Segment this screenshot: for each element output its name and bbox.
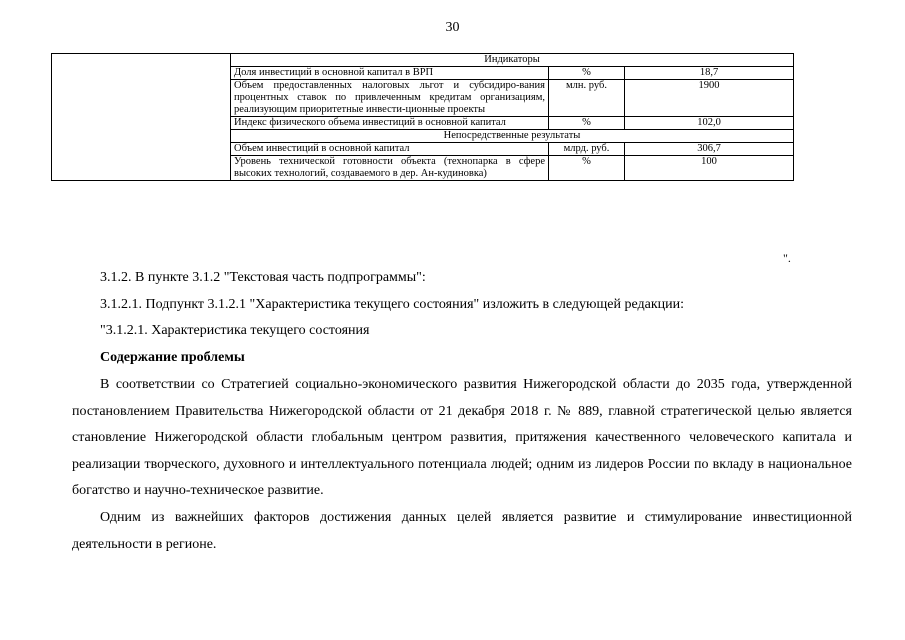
page-number: 30 — [445, 20, 460, 35]
closing-quote-mark: ". — [783, 251, 791, 265]
paragraph-item-3-1-2-1: 3.1.2.1. Подпункт 3.1.2.1 "Характеристика текущего состояния" изложить в следующей редакции: — [100, 297, 684, 312]
indicator-name: Доля инвестиций в основной капитал в ВРП — [231, 67, 549, 80]
empty-column-cell — [52, 54, 231, 181]
indicator-unit: % — [549, 117, 625, 130]
indicator-unit: млн. руб. — [549, 80, 625, 117]
indicator-value: 100 — [625, 156, 794, 181]
body-paragraph: В соответствии со Стратегией социально-экономического развития Нижегородской области до 2035 года, утвержденной постановлением Правительства Нижегородской области от 21 декабря 2018 г. № 889, главной стратегической целью является становление Нижегородской области глобальным центром развития, притяжения качественного человеческого капитала и реализации творческого, духовного и интеллектуального потенциала людей; одним из лидеров России по вкладу в национальное богатство и научно-техническое развитие. — [72, 377, 852, 498]
indicator-unit: % — [549, 67, 625, 80]
section-title-results: Непосредственные результаты — [231, 130, 794, 143]
indicator-name: Индекс физического объема инвестиций в основной капитал — [231, 117, 549, 130]
indicator-value: 102,0 — [625, 117, 794, 130]
paragraph-item-3-1-2: 3.1.2. В пункте 3.1.2 "Текстовая часть подпрограммы": — [100, 270, 426, 285]
indicator-name: Объем инвестиций в основной капитал — [231, 143, 549, 156]
indicator-value: 18,7 — [625, 67, 794, 80]
indicator-unit: % — [549, 156, 625, 181]
section-heading: Содержание проблемы — [100, 350, 245, 365]
table-section-header — [52, 54, 794, 67]
indicator-name: Уровень технической готовности объекта (технопарка в сфере высоких технологий, создаваемого в дер. Ан-кудиновка) — [231, 156, 549, 181]
indicators-table — [51, 53, 794, 181]
body-paragraph: Одним из важнейших факторов достижения данных целей является развитие и стимулирование инвестиционной деятельности в регионе. — [72, 510, 852, 552]
indicator-name: Объем предоставленных налоговых льгот и субсидиро-вания процентных ставок по привлеченным кредитам организациям, реализующим приоритетные инвести-ционные проекты — [231, 80, 549, 117]
section-title-indicators: Индикаторы — [231, 54, 794, 67]
indicator-value: 1900 — [625, 80, 794, 117]
paragraph-subtitle: "3.1.2.1. Характеристика текущего состояния — [100, 323, 370, 338]
indicator-value: 306,7 — [625, 143, 794, 156]
indicator-unit: млрд. руб. — [549, 143, 625, 156]
